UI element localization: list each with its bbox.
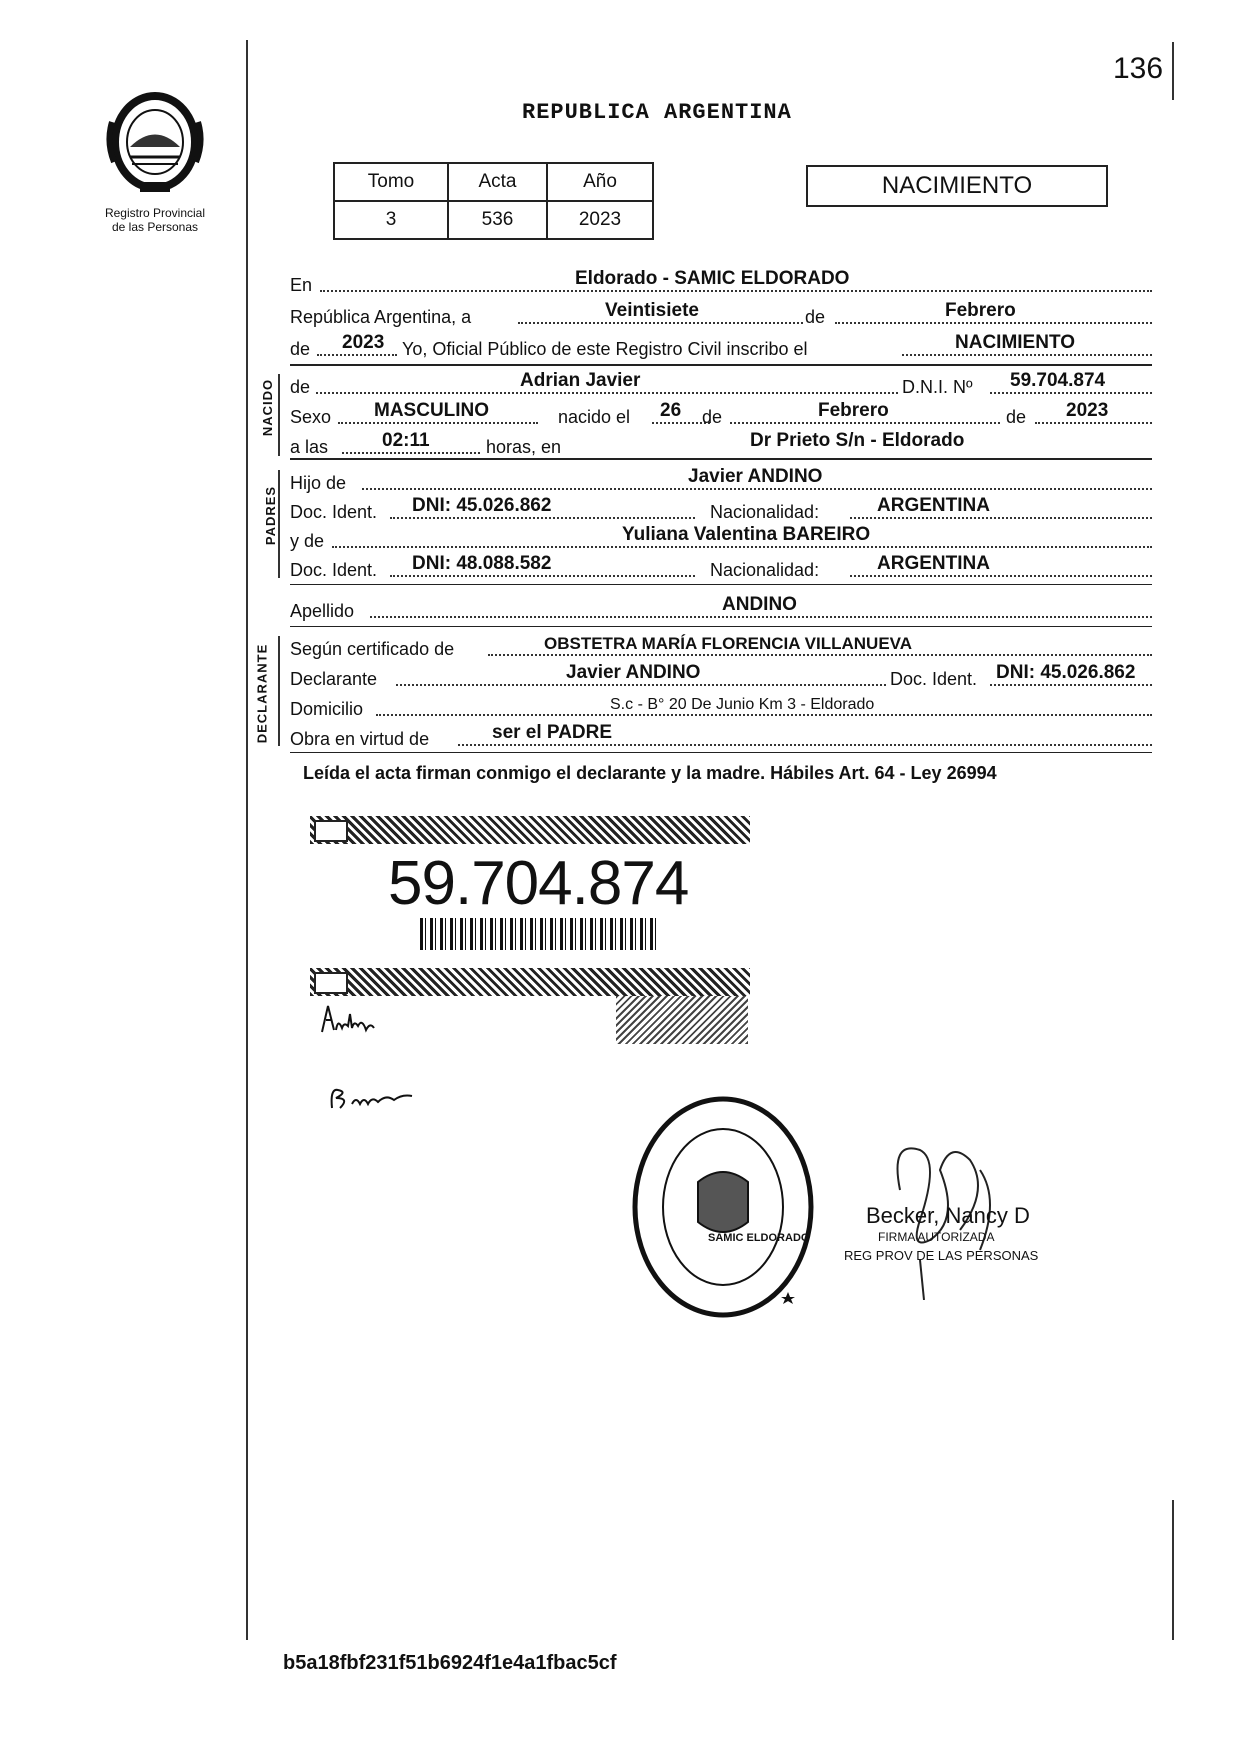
ref-value-tomo: 3 <box>334 201 448 239</box>
row-year <box>290 334 1152 360</box>
padres-section-label: PADRES <box>263 485 279 546</box>
sexo-value: MASCULINO <box>374 400 490 421</box>
obra-value: ser el PADRE <box>492 722 613 743</box>
row-certificado <box>290 634 1152 660</box>
ref-value-anio: 2023 <box>547 201 653 239</box>
official-stamp <box>628 1092 818 1322</box>
row-nacido-name <box>290 372 1152 398</box>
mother-doc-label: Doc. Ident. <box>290 560 378 580</box>
row-declarante <box>290 664 1152 690</box>
father-nationality: ARGENTINA <box>877 495 990 516</box>
domicilio-label: Domicilio <box>290 699 364 719</box>
row-mother-doc <box>290 555 1152 581</box>
apellido-value: ANDINO <box>722 594 797 615</box>
record-type-box: NACIMIENTO <box>806 165 1108 207</box>
child-dni: 59.704.874 <box>1010 370 1106 391</box>
nacido-section-label: NACIDO <box>260 378 276 437</box>
father-doc-label: Doc. Ident. <box>290 502 378 522</box>
row-y-de <box>290 526 1152 552</box>
nacido-de-label: de <box>290 377 311 397</box>
certificado-value: OBSTETRA MARÍA FLORENCIA VILLANUEVA <box>544 634 913 653</box>
dni-sticker-number: 59.704.874 <box>388 849 689 918</box>
nacido-de-label2: de <box>702 407 723 427</box>
ref-header-anio: Año <box>547 163 653 201</box>
official-name: Becker, Nancy D <box>866 1203 1030 1228</box>
month-value: Febrero <box>945 300 1016 321</box>
dni-label: D.N.I. Nº <box>902 377 973 397</box>
declarante-label: Declarante <box>290 669 378 689</box>
declarante-doc: DNI: 45.026.862 <box>996 662 1136 683</box>
row-hijo-de <box>290 468 1152 494</box>
birth-month: Febrero <box>818 400 889 421</box>
day-value: Veintisiete <box>605 300 699 321</box>
official-title-line1: FIRMA AUTORIZADA <box>878 1230 995 1244</box>
apellido-label: Apellido <box>290 601 355 621</box>
barcode <box>420 918 660 950</box>
mother-nat-label: Nacionalidad: <box>710 560 820 580</box>
row-date <box>290 302 1152 328</box>
ref-value-acta: 536 <box>448 201 547 239</box>
declarante-value: Javier ANDINO <box>566 662 701 683</box>
row-apellido <box>290 596 1152 622</box>
record-value: NACIMIENTO <box>955 332 1075 353</box>
a-las-label: a las <box>290 437 329 457</box>
en-value: Eldorado - SAMIC ELDORADO <box>575 268 850 289</box>
certificado-label: Según certificado de <box>290 639 455 659</box>
margin-mark <box>1172 42 1174 100</box>
registry-name-line1: Registro Provincial <box>104 206 206 220</box>
declarante-doc-label: Doc. Ident. <box>890 669 978 689</box>
row-en <box>290 270 1152 296</box>
right-margin-line <box>1172 1500 1174 1640</box>
father-signature <box>318 1000 378 1045</box>
mother-signature <box>326 1080 416 1119</box>
official-title-line2: REG PROV DE LAS PERSONAS <box>844 1248 1039 1263</box>
horas-label: horas, en <box>486 437 562 457</box>
y-de-label: y de <box>290 531 325 551</box>
obra-label: Obra en virtud de <box>290 729 430 749</box>
registry-name-line2: de las Personas <box>111 220 199 234</box>
registry-name <box>80 206 230 234</box>
mother-nationality: ARGENTINA <box>877 553 990 574</box>
security-band-bottom <box>310 968 750 996</box>
page-number: 136 <box>1113 52 1164 85</box>
ref-header-acta: Acta <box>448 163 547 201</box>
birth-place: Dr Prieto S/n - Eldorado <box>750 430 965 451</box>
birth-year: 2023 <box>1066 400 1109 421</box>
declarante-section-label: DECLARANTE <box>254 643 270 744</box>
child-name: Adrian Javier <box>520 370 641 391</box>
row-father-doc <box>290 497 1152 523</box>
republica-label: República Argentina, a <box>290 307 472 327</box>
row-hora <box>290 432 1152 458</box>
row-sexo <box>290 402 1152 428</box>
margin-line <box>246 40 248 1640</box>
father-nat-label: Nacionalidad: <box>710 502 820 522</box>
reference-table <box>333 162 654 240</box>
official-text: Yo, Oficial Público de este Registro Civil inscribo el <box>402 339 808 359</box>
de-label: de <box>805 307 826 327</box>
ref-header-tomo: Tomo <box>334 163 448 201</box>
year-value: 2023 <box>342 332 385 353</box>
mother-name: Yuliana Valentina BAREIRO <box>622 524 871 545</box>
mother-doc: DNI: 48.088.582 <box>412 553 552 574</box>
row-obra <box>290 724 1152 750</box>
security-band-top <box>310 816 750 844</box>
birth-time: 02:11 <box>382 430 430 451</box>
sexo-label: Sexo <box>290 407 332 427</box>
nacido-de-label3: de <box>1006 407 1027 427</box>
country-title: REPUBLICA ARGENTINA <box>522 100 792 125</box>
en-label: En <box>290 275 313 295</box>
nacido-el-label: nacido el <box>558 407 631 427</box>
footer-hash: b5a18fbf231f51b6924f1e4a1fbac5cf <box>283 1652 617 1674</box>
closing-text: Leída el acta firman conmigo el declarante y la madre. Hábiles Art. 64 - Ley 26994 <box>303 763 997 783</box>
birth-day: 26 <box>660 400 682 421</box>
hijo-de-label: Hijo de <box>290 473 347 493</box>
father-name: Javier ANDINO <box>688 466 823 487</box>
row-domicilio <box>290 694 1152 720</box>
province-seal-logo <box>100 82 210 202</box>
domicilio-value: S.c - B° 20 De Junio Km 3 - Eldorado <box>610 696 875 713</box>
stamp-center-text: SAMIC ELDORADO <box>708 1232 810 1244</box>
father-doc: DNI: 45.026.862 <box>412 495 552 516</box>
de2-label: de <box>290 339 311 359</box>
security-hologram <box>616 996 748 1044</box>
